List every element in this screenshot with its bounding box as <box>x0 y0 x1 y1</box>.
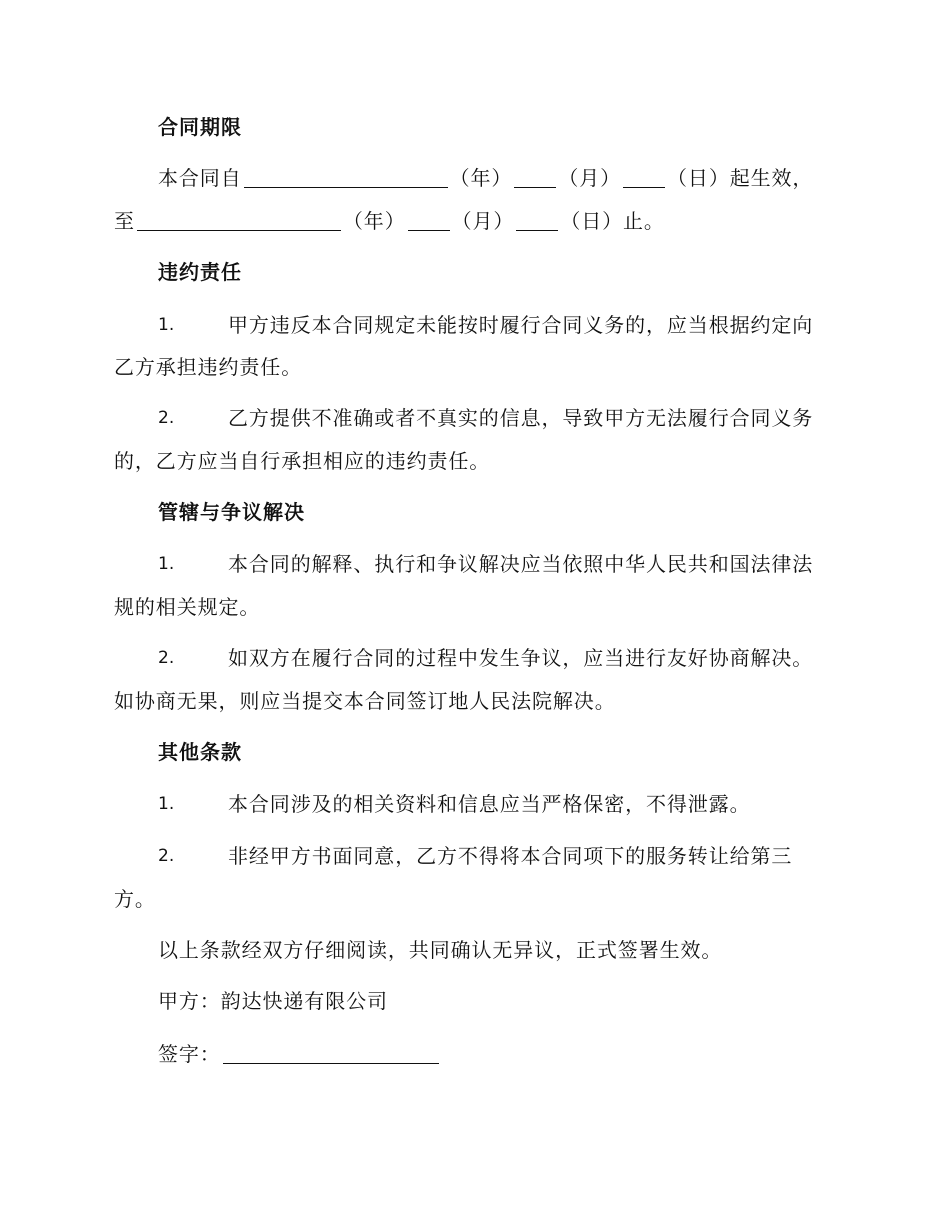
list-number: 1. <box>158 794 175 814</box>
year-label: （年） <box>342 209 406 233</box>
list-item-text-cont: 规的相关规定。 <box>114 595 261 619</box>
list-item-text-cont: 如协商无果，则应当提交本合同签订地人民法院解决。 <box>114 689 616 713</box>
month-label: （月） <box>558 166 622 190</box>
closing-statement: 以上条款经双方仔细阅读，共同确认无异议，正式签署生效。 <box>158 938 723 962</box>
term-end-line <box>114 207 665 235</box>
list-number: 2. <box>158 846 175 866</box>
start-day-blank <box>623 167 665 188</box>
list-item-text: 非经甲方书面同意，乙方不得将本合同项下的服务转让给第三 <box>228 844 793 868</box>
term-start-prefix: 本合同自 <box>158 166 242 190</box>
start-month-blank <box>514 167 556 188</box>
term-end-suffix: 止。 <box>623 209 665 233</box>
list-item-text: 本合同的解释、执行和争议解决应当依照中华人民共和国法律法 <box>228 552 814 576</box>
list-number: 2. <box>158 648 175 668</box>
list-item-text-cont: 的，乙方应当自行承担相应的违约责任。 <box>114 449 491 473</box>
day-label: （日） <box>560 209 624 233</box>
end-day-blank <box>516 210 558 231</box>
end-year-blank <box>137 210 341 231</box>
list-item-text-cont: 方。 <box>114 887 156 911</box>
party-a-line: 甲方：韵达快递有限公司 <box>158 989 388 1013</box>
list-item-text: 甲方违反本合同规定未能按时履行合同义务的，应当根据约定向 <box>228 313 814 337</box>
year-label: （年） <box>449 166 513 190</box>
section-heading-jurisdiction: 管辖与争议解决 <box>158 500 305 524</box>
list-number: 1. <box>158 315 175 335</box>
signature-line <box>158 1040 441 1068</box>
list-number: 2. <box>158 408 175 428</box>
term-start-line <box>158 164 813 192</box>
section-heading-liability: 违约责任 <box>158 260 242 284</box>
end-month-blank <box>408 210 450 231</box>
list-number: 1. <box>158 554 175 574</box>
day-label: （日） <box>667 166 730 190</box>
section-heading-term: 合同期限 <box>158 115 242 139</box>
term-start-suffix: 起生效， <box>729 166 814 190</box>
signature-blank <box>223 1043 439 1064</box>
signature-label: 签字： <box>158 1042 221 1066</box>
start-year-blank <box>244 167 448 188</box>
list-item-text: 如双方在履行合同的过程中发生争议，应当进行友好协商解决。 <box>228 646 814 670</box>
section-heading-other: 其他条款 <box>158 740 242 764</box>
list-item-text-cont: 乙方承担违约责任。 <box>114 355 303 379</box>
list-item-text: 乙方提供不准确或者不真实的信息，导致甲方无法履行合同义务 <box>228 406 814 430</box>
month-label: （月） <box>451 209 515 233</box>
term-end-prefix: 至 <box>114 209 135 233</box>
list-item-text: 本合同涉及的相关资料和信息应当严格保密，不得泄露。 <box>228 792 751 816</box>
